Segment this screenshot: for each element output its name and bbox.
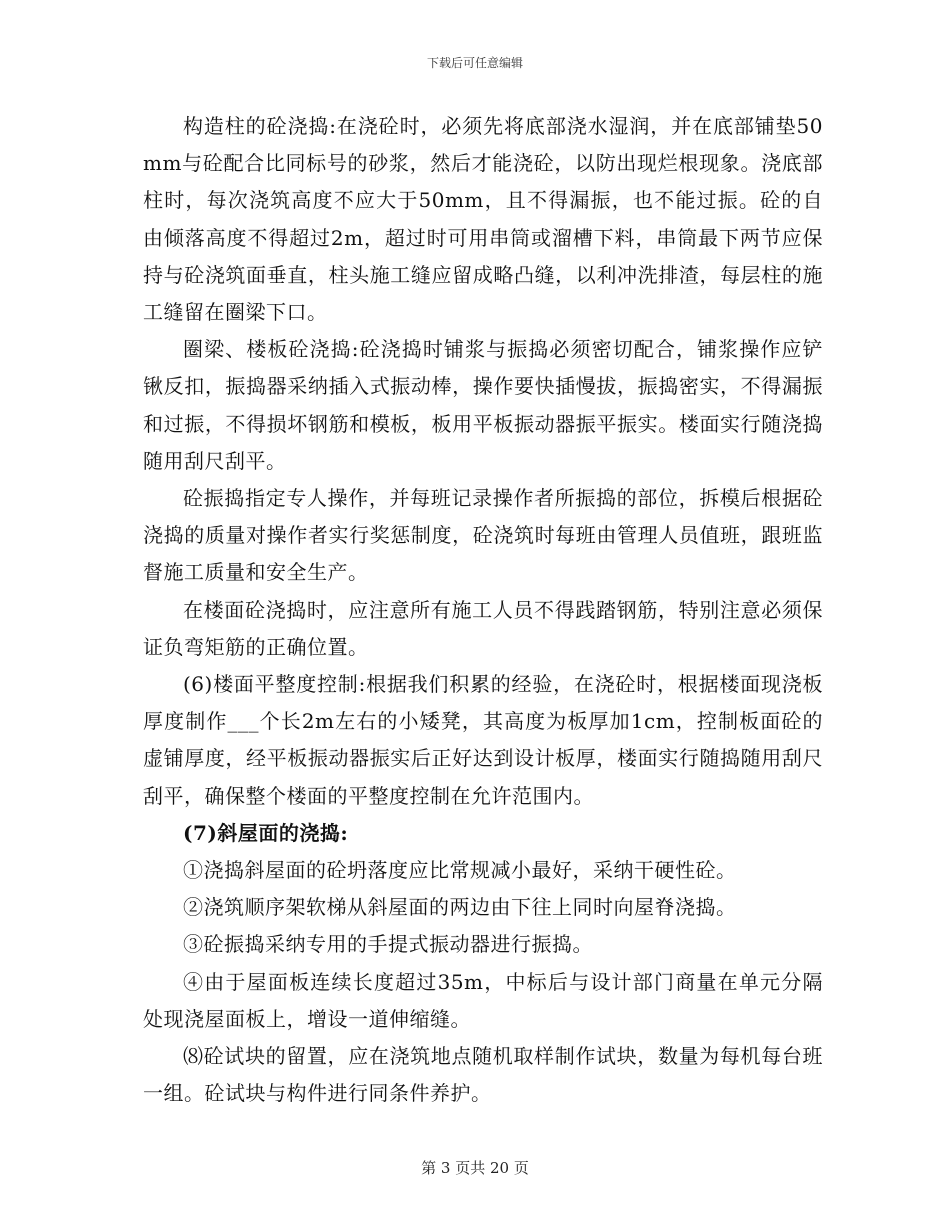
page-number: 第 3 页共 20 页: [421, 1159, 529, 1177]
page-header: 下载后可任意编辑: [426, 56, 523, 70]
paragraph-floor-flatness: (6)楼面平整度控制:根据我们积累的经验，在浇砼时，根据楼面现浇板厚度制作___个长2m左右的小矮凳，其高度为板厚加1cm，控制板面砼的虚铺厚度，经平板振动器振实后正好达到设计板厚，楼面实行随捣随用刮尺刮平，确保整个楼面的平整度控制在允许范围内。: [143, 672, 823, 808]
document-body: [143, 108, 823, 1112]
list-item-pouring-order: ②浇筑顺序架软梯从斜屋面的两边由下往上同时向屋脊浇捣。: [183, 895, 737, 920]
list-item-expansion-joint: ④由于屋面板连续长度超过35m，中标后与设计部门商量在单元分隔处现浇屋面板上，增设一道伸缩缝。: [143, 969, 823, 1031]
paragraph-rebar-protection: 在楼面砼浇捣时，应注意所有施工人员不得践踏钢筋，特别注意必须保证负弯矩筋的正确位置。: [143, 597, 823, 659]
paragraph-column-pouring: 构造柱的砼浇捣:在浇砼时，必须先将底部浇水湿润，并在底部铺垫50mm与砼配合比同标号的砂浆，然后才能浇砼，以防出现烂根现象。浇底部柱时，每次浇筑高度不应大于50mm，且不得漏振，也不能过振。砼的自由倾落高度不得超过2m，超过时可用串筒或溜槽下料，串筒最下两节应保持与砼浇筑面垂直，柱头施工缝应留成略凸缝，以利冲洗排渣，每层柱的施工缝留在圈梁下口。: [143, 114, 823, 325]
section-heading-sloped-roof: (7)斜屋面的浇捣:: [183, 820, 349, 845]
paragraph-test-blocks: ⑻砼试块的留置，应在浇筑地点随机取样制作试块，数量为每机每台班一组。砼试块与构件进行同条件养护。: [143, 1044, 823, 1106]
list-item-vibrator: ③砼振捣采纳专用的手提式振动器进行振捣。: [183, 932, 593, 957]
paragraph-vibration-operator: 砼振捣指定专人操作，并每班记录操作者所振捣的部位，拆模后根据砼浇捣的质量对操作者实行奖惩制度，砼浇筑时每班由管理人员值班，跟班监督施工质量和安全生产。: [143, 486, 823, 585]
list-item-slump: ①浇捣斜屋面的砼坍落度应比常规减小最好，采纳干硬性砼。: [183, 858, 737, 883]
paragraph-ring-beam-floor-pouring: 圈梁、楼板砼浇捣:砼浇捣时铺浆与振捣必须密切配合，铺浆操作应铲锹反扣，振捣器采纳插入式振动棒，操作要快插慢拔，振捣密实，不得漏振和过振，不得损坏钢筋和模板，板用平板振动器振平振实。楼面实行随浇捣随用刮尺刮平。: [143, 337, 823, 473]
